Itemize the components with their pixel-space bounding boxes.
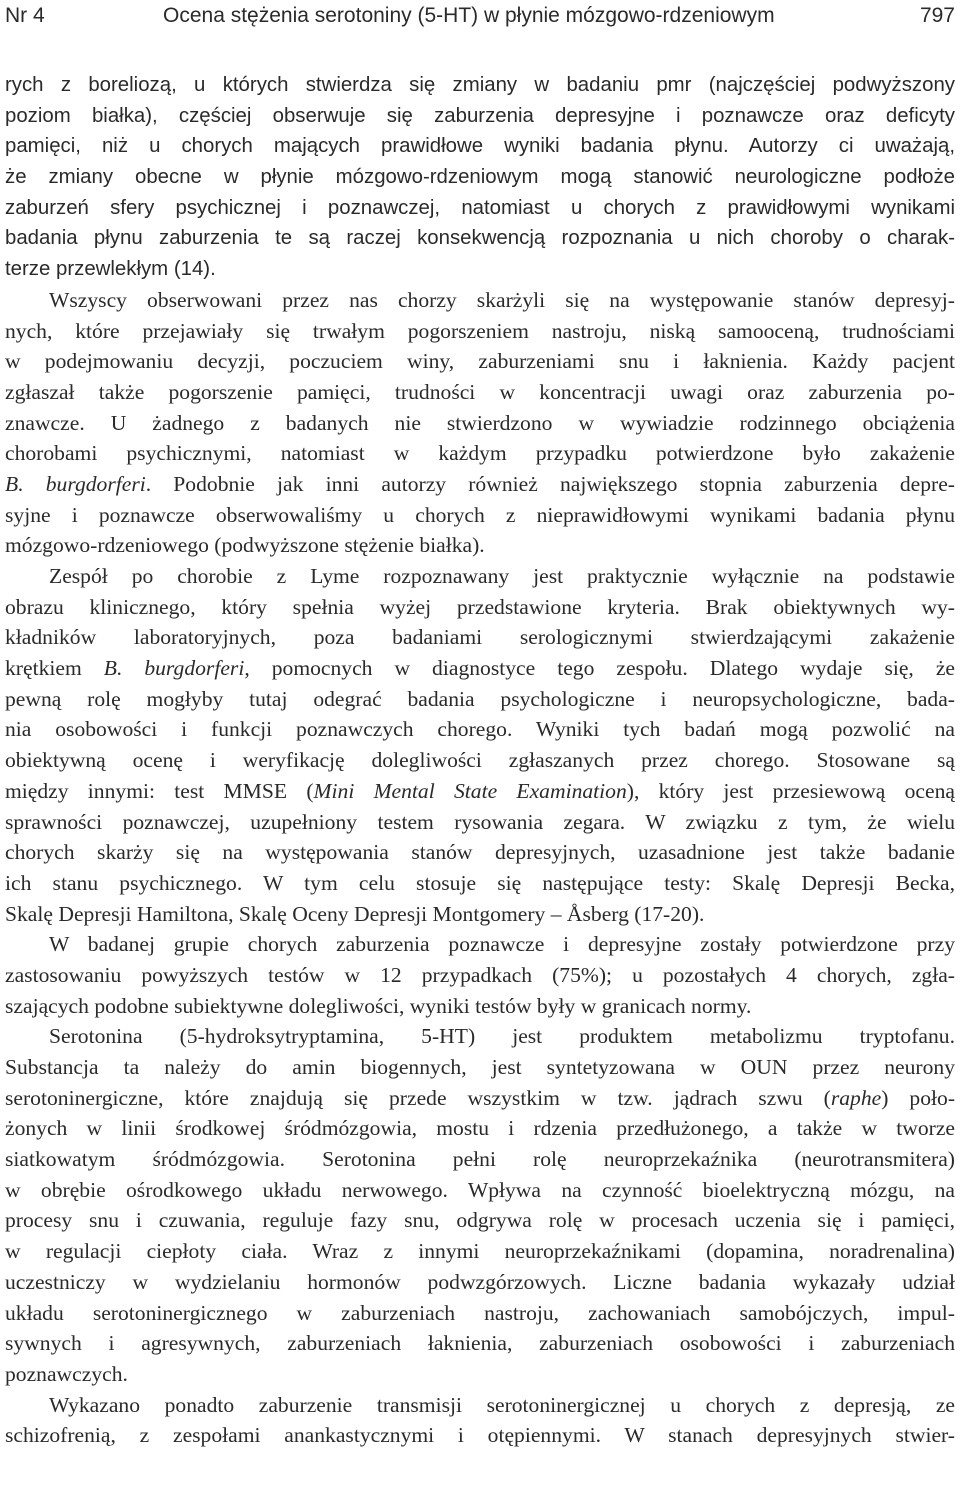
test-name: Mini Mental State Examination: [313, 778, 627, 803]
issue-number: Nr 4: [5, 4, 45, 27]
text-line: układu serotoninergicznego w zaburzeniach nastroju, zachowaniach samobójczych, impul-: [5, 1300, 955, 1325]
text-line: badania płynu zaburzenia te są raczej konsekwencją rozpoznania u nich choroby o charak-: [5, 227, 955, 250]
species-name: B. burgdorferi: [103, 656, 245, 681]
text-line: zastosowaniu powyższych testów w 12 przypadkach (75%); u pozostałych 4 chorych, zgła-: [5, 962, 955, 987]
text-line: chorych skarży się na występowania stanów depresyjnych, uzasadnione jest także badanie: [5, 840, 955, 865]
text-line: sprawności poznawczej, uzupełniony testem rysowania zegara. W związku z tym, że wielu: [5, 809, 955, 834]
text-line: zaburzeń sfery psychicznej i poznawczej, natomiast u chorych z prawidłowymi wynikami: [5, 196, 955, 219]
text-line: pamięci, niż u chorych mających prawidłowe wyniki badania płynu. Autorzy ci uważają,: [5, 135, 955, 158]
species-name: B. burgdorferi: [5, 471, 146, 496]
text-line: kładników laboratoryjnych, poza badaniami serologicznymi stwierdzającymi zakażenie: [5, 625, 955, 650]
text-line: nych, które przejawiały się trwałym pogorszeniem nastroju, niską samooceną, trudnościami: [5, 318, 955, 343]
text-line: w obrębie ośrodkowego układu nerwowego. Wpływa na czynność bioelektryczną mózgu, na: [5, 1177, 955, 1202]
text-line: syjne i poznawcze obserwowaliśmy u chorych z nieprawidłowymi wynikami badania płynu: [5, 502, 955, 527]
text-line: Serotonina (5-hydroksytryptamina, 5-HT) jest produktem metabolizmu tryptofanu.: [49, 1024, 955, 1049]
text-line: uczestniczy w wydzielaniu hormonów podwzgórzowych. Liczne badania wykazały udział: [5, 1269, 955, 1294]
text-line: obrazu klinicznego, który spełnia wyżej przedstawione kryteria. Brak obiektywnych wy-: [5, 594, 955, 619]
article-body: [5, 70, 955, 1451]
text-line: zgłaszał także pogorszenie pamięci, trudności w koncentracji uwagi oraz zaburzenia po-: [5, 379, 955, 404]
text-line: B. burgdorferi. Podobnie jak inni autorzy również największego stopnia zaburzenia depre-: [5, 471, 955, 496]
text-line: schizofrenią, z zespołami anankastycznymi i otępiennymi. W stanach depresyjnych stwier-: [5, 1423, 955, 1448]
text-line: serotoninergiczne, które znajdują się przede wszystkim w tzw. jądrach szwu (raphe) poło-: [5, 1085, 955, 1110]
text-line: Wszyscy obserwowani przez nas chorzy skarżyli się na występowanie stanów depresyj-: [49, 287, 955, 312]
text-line: w podejmowaniu decyzji, poczuciem winy, zaburzeniami snu i łaknienia. Każdy pacjent: [5, 349, 955, 374]
text-line: ich stanu psychicznego. W tym celu stosuje się następujące testy: Skalę Depresji Becka,: [5, 870, 955, 895]
text-line: krętkiem B. burgdorferi, pomocnych w diagnostyce tego zespołu. Dlatego wydaje się, że: [5, 656, 955, 681]
text-line: Wykazano ponadto zaburzenie transmisji serotoninergicznej u chorych z depresją, ze: [49, 1392, 955, 1417]
running-title: Ocena stężenia serotoniny (5-HT) w płynie mózgowo-rdzeniowym: [163, 4, 775, 27]
text-line: chorobami psychicznymi, natomiast w każdym przypadku potwierdzone było zakażenie: [5, 441, 955, 466]
text-line: między innymi: test MMSE (Mini Mental State Examination), który jest przesiewową oceną: [5, 778, 955, 803]
text-line: poznawczych.: [5, 1361, 128, 1386]
text-line: mózgowo-rdzeniowego (podwyższone stężenie białka).: [5, 533, 485, 558]
text-line: znawcze. U żadnego z badanych nie stwierdzono w wywiadzie rodzinnego obciążenia: [5, 410, 955, 435]
text-line: Zespół po chorobie z Lyme rozpoznawany jest praktycznie wyłącznie na podstawie: [49, 564, 955, 588]
text-line: procesy snu i czuwania, reguluje fazy snu, odgrywa rolę w procesach uczenia się i pamięci,: [5, 1208, 955, 1233]
latin-term: raphe: [830, 1085, 882, 1110]
text-line: szających podobne subiektywne dolegliwości, wyniki testów były w granicach normy.: [5, 993, 752, 1018]
text-line: terze przewlekłym (14).: [5, 258, 216, 281]
text-line: pewną rolę mogłyby tutaj odegrać badania psychologiczne i neuropsychologiczne, bada-: [5, 686, 955, 711]
text-line: w regulacji ciepłoty ciała. Wraz z innymi neuroprzekaźnikami (dopamina, noradrenalina): [5, 1239, 955, 1264]
text-line: poziom białka), częściej obserwuje się zaburzenia depresyjne i poznawcze oraz deficyty: [5, 104, 955, 127]
text-line: obiektywną ocenę i weryfikację dolegliwości zgłaszanych przez chorego. Stosowane są: [5, 748, 955, 773]
text-line: żonych w linii środkowej śródmózgowia, mostu i rdzenia przedłużonego, a także w tworze: [5, 1116, 955, 1141]
text-line: sywnych i agresywnych, zaburzeniach łaknienia, zaburzeniach osobowości i zaburzeniach: [5, 1331, 955, 1356]
text-line: że zmiany obecne w płynie mózgowo-rdzeniowym mogą stanowić neurologiczne podłoże: [5, 166, 955, 189]
running-head: [0, 0, 960, 34]
text-line: siatkowatym śródmózgowia. Serotonina pełni rolę neuroprzekaźnika (neurotransmitera): [5, 1147, 955, 1172]
text-line: W badanej grupie chorych zaburzenia poznawcze i depresyjne zostały potwierdzone przy: [49, 932, 955, 957]
text-line: rych z boreliozą, u których stwierdza się zmiany w badaniu pmr (najczęściej podwyższony: [5, 74, 955, 96]
text-line: Skalę Depresji Hamiltona, Skalę Oceny Depresji Montgomery – Åsberg (17-20).: [5, 901, 705, 926]
text-line: nia osobowości i funkcji poznawczych chorego. Wyniki tych badań mogą pozwolić na: [5, 717, 955, 742]
page-number: 797: [919, 4, 955, 27]
text-line: Substancja ta należy do amin biogennych, jest syntetyzowana w OUN przez neurony: [5, 1055, 955, 1079]
